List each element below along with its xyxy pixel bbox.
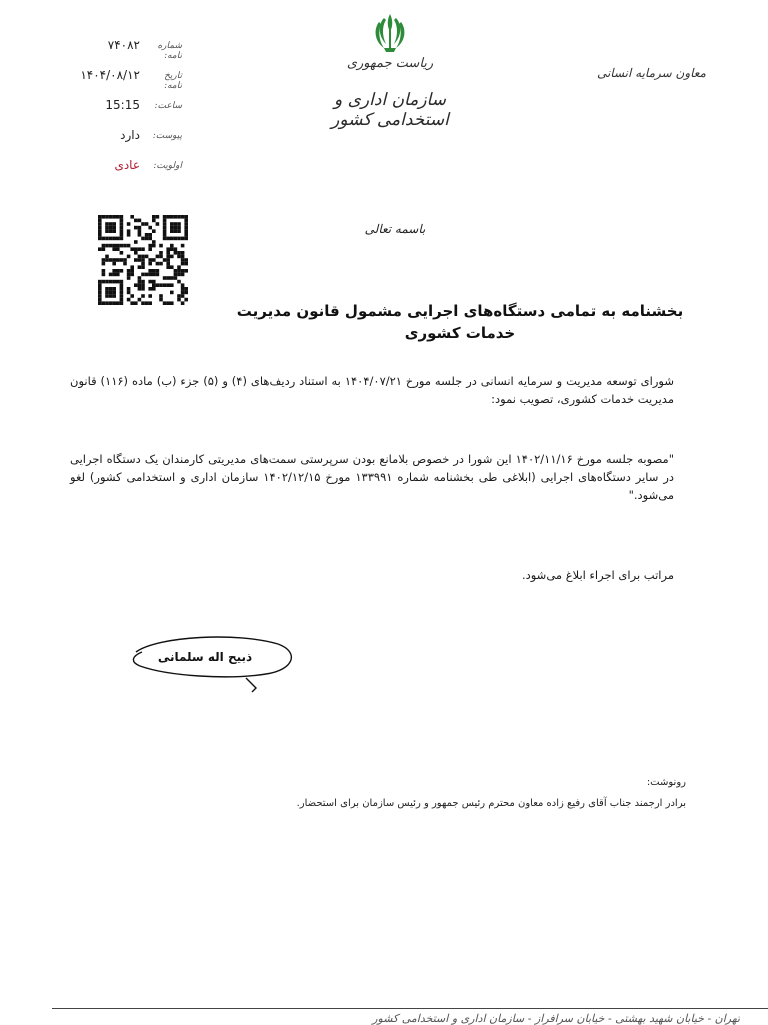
qr-code-graphic: [98, 215, 188, 305]
signature-scribble: [118, 630, 298, 700]
letter-number: ۷۴۰۸۲: [107, 38, 140, 52]
letter-date: ۱۴۰۴/۰۸/۱۲: [80, 68, 140, 82]
priority-label: اولویت:: [153, 161, 182, 171]
body-paragraph-2: "مصوبه جلسه مورخ ۱۴۰۲/۱۱/۱۶ این شورا در خصوص بلامانع بودن سرپرستی سمت‌های مدیریتی کارمندان یک دستگاه اجرایی در سایر دستگاه‌های اجرایی (ابلاغی طی بخشنامه شماره ۱۳۳۹۹۱ مورخ ۱۴۰۲/۱۲/۱۵ سازمان اداری و استخدامی کشور) لغو می‌شود.": [70, 452, 675, 502]
letter-time-label: ساعت:: [154, 101, 182, 111]
attachment-status: دارد: [120, 128, 140, 142]
attachment-label: پیوست:: [152, 131, 182, 141]
organization-name: سازمان اداری و استخدامی کشور: [331, 90, 449, 130]
footer-address: تهران - خیابان شهید بهشتی - خیابان سرافراز - سازمان اداری و استخدامی کشور: [372, 1012, 740, 1025]
basmala: باسمه تعالی: [364, 222, 426, 236]
priority-badge: عادی: [114, 158, 140, 172]
signatory-name: ذبیح اله سلمانی: [157, 650, 253, 664]
cc-label: رونوشت:: [646, 777, 686, 788]
qr-code: [98, 215, 188, 305]
body-paragraph-1: شورای توسعه مدیریت و سرمایه انسانی در جلسه مورخ ۱۴۰۴/۰۷/۲۱ به استناد ردیف‌های (۴) و (۵) جزء (ب) ماده (۱۱۶) قانون مدیریت خدمات کشوری، تصویب نمود:: [70, 374, 674, 406]
deputy-title: معاون سرمایه انسانی: [596, 66, 706, 80]
document-title: بخشنامه به تمامی دستگاه‌های اجرایی مشمول قانون مدیریت خدمات کشوری: [236, 302, 684, 342]
presidency-heading: ریاست جمهوری: [346, 56, 434, 71]
letter-time: 15:15: [105, 98, 140, 112]
cc-recipient: برادر ارجمند جناب آقای رفیع زاده معاون محترم رئیس جمهور و رئیس سازمان برای استحضار.: [296, 798, 686, 809]
footer-divider: [52, 1008, 768, 1009]
body-paragraph-3: مراتب برای اجراء ابلاغ می‌شود.: [521, 568, 674, 582]
letter-date-label: تاریخ نامه:: [164, 71, 182, 91]
iran-emblem-icon: [370, 10, 410, 54]
letter-number-label: شماره نامه:: [157, 41, 182, 61]
